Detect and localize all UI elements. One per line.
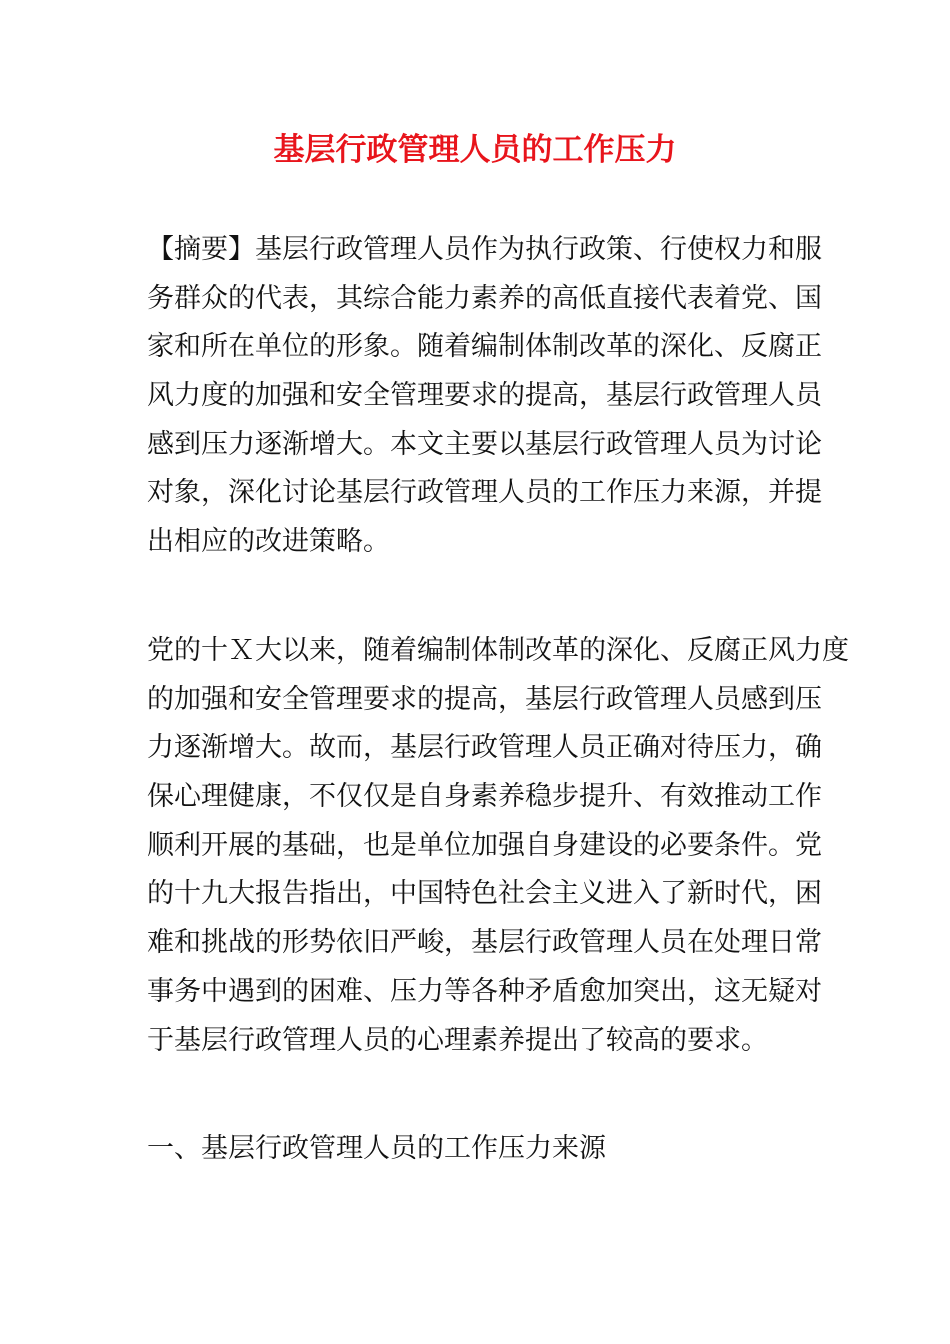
body-line: 于基层行政管理人员的心理素养提出了较高的要求。 (147, 1024, 768, 1056)
body-line: 的十九大报告指出，中国特色社会主义进入了新时代，困 (147, 878, 822, 910)
body-line: 力逐渐增大。故而，基层行政管理人员正确对待压力，确 (147, 732, 822, 764)
body-line: 党的十Ｘ大以来，随着编制体制改革的深化、反腐正风力度 (147, 635, 849, 666)
abstract-line: 出相应的改进策略。 (147, 526, 390, 558)
abstract-line: 【摘要】基层行政管理人员作为执行政策、行使权力和服 (147, 234, 822, 265)
abstract-line: 风力度的加强和安全管理要求的提高，基层行政管理人员 (147, 380, 822, 412)
body-line: 顺利开展的基础，也是单位加强自身建设的必要条件。党 (147, 829, 822, 861)
document-title: 基层行政管理人员的工作压力 (273, 132, 677, 168)
abstract-line: 对象，深化讨论基层行政管理人员的工作压力来源，并提 (147, 477, 822, 509)
body-line: 难和挑战的形势依旧严峻，基层行政管理人员在处理日常 (147, 927, 822, 959)
section-heading (147, 1125, 807, 1174)
abstract-paragraph (147, 226, 822, 567)
section-heading-text: 一、基层行政管理人员的工作压力来源 (147, 1133, 606, 1164)
body-paragraph (147, 627, 849, 1065)
body-line: 事务中遇到的困难、压力等各种矛盾愈加突出，这无疑对 (147, 975, 822, 1007)
body-line: 的加强和安全管理要求的提高，基层行政管理人员感到压 (147, 683, 822, 715)
abstract-line: 务群众的代表，其综合能力素养的高低直接代表着党、国 (147, 282, 822, 314)
abstract-line: 感到压力逐渐增大。本文主要以基层行政管理人员为讨论 (147, 428, 822, 460)
body-line: 保心理健康，不仅仅是自身素养稳步提升、有效推动工作 (147, 781, 822, 813)
abstract-line: 家和所在单位的形象。随着编制体制改革的深化、反腐正 (147, 331, 822, 363)
